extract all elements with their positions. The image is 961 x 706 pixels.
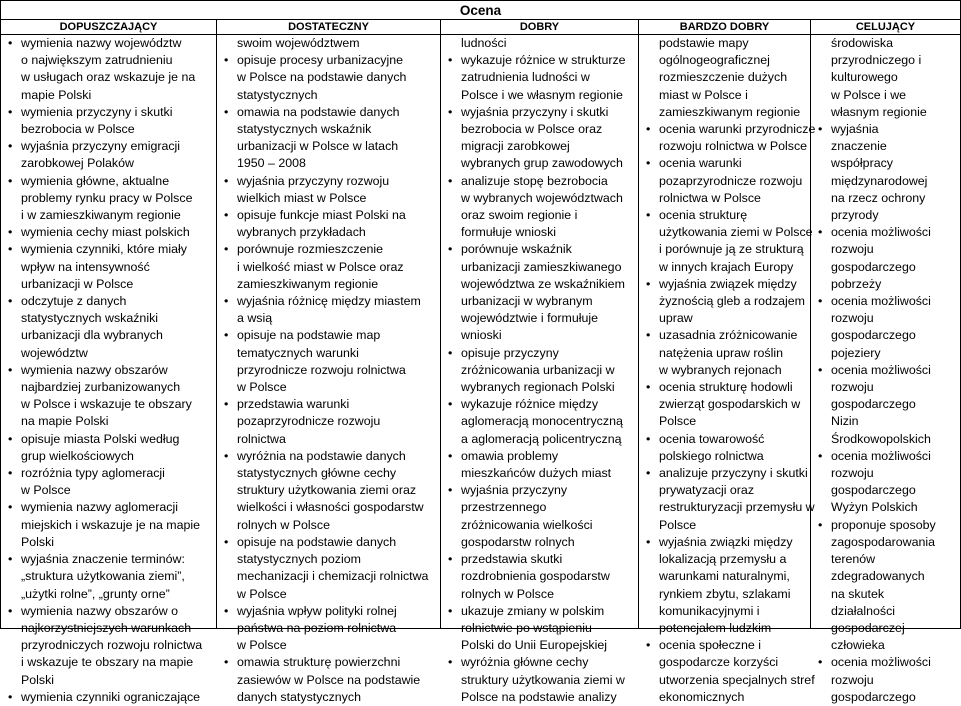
continuation-line: i porównuje ją ze strukturą — [659, 242, 804, 257]
continuation-line: a wsią — [237, 311, 273, 326]
continuation-line: na skutek — [831, 586, 885, 601]
bullet-item-line: • wymienia czynniki, które miały — [1, 241, 216, 258]
continuation-line: wybranych grup zawodowych — [461, 156, 623, 171]
bullet-item-line: • ocenia strukturę hodowli — [639, 379, 810, 396]
cell-bardzo-dobry — [639, 35, 816, 704]
continuation-line: wielkości i własności gospodarstw — [237, 500, 424, 515]
bullet-item-line: • wyjaśnia przyczyny i skutki — [441, 104, 638, 121]
continuation-line: województwie i formułuje — [461, 311, 599, 326]
continuation-line: gospodarstw rolnych — [461, 534, 575, 549]
continuation-line: najbardziej zurbanizowanych — [21, 380, 181, 395]
continuation-line: państwa na poziom rolnictwa — [237, 620, 397, 635]
continuation-line: o największym zatrudnieniu — [21, 53, 173, 68]
continuation-line: żyznością gleb a rodzajem — [659, 294, 806, 309]
bullet-item-line: • wymienia przyczyny i skutki — [1, 104, 216, 121]
continuation-line: lokalizacją przemysłu a — [659, 552, 787, 567]
continuation-line: statystycznych główne cechy — [237, 466, 397, 481]
bullet-item-line: • porównuje wskaźnik — [441, 241, 638, 258]
continuation-line: w Polsce — [237, 638, 287, 653]
continuation-line: na mapie Polski — [21, 414, 109, 429]
continuation-line: pozaprzyrodnicze rozwoju — [659, 173, 803, 188]
continuation-line: swoim województwem — [237, 36, 360, 50]
continuation-line: statystycznych wskaźniki — [21, 311, 159, 326]
continuation-line: zasiewów w Polsce na podstawie — [237, 672, 421, 687]
continuation-line: województw — [21, 345, 88, 360]
continuation-line: wybranych regionach Polski — [461, 380, 615, 395]
continuation-line: gospodarczego — [831, 328, 916, 343]
bullet-item-line: • ukazuje zmiany w polskim — [441, 603, 638, 620]
continuation-line: gospodarczego — [831, 259, 916, 274]
cell-content — [811, 35, 960, 704]
continuation-line: użytkowania ziemi w Polsce — [659, 225, 813, 240]
continuation-line: podstawie mapy — [659, 36, 749, 50]
continuation-line: w wybranych rejonach — [659, 362, 782, 377]
cell-content — [217, 35, 440, 704]
continuation-line: przyrodnicze rozwoju rolnictwa — [237, 362, 406, 377]
continuation-line: urbanizacji w Polsce — [21, 276, 134, 291]
continuation-line: potencjałem ludzkim — [659, 620, 772, 635]
continuation-line: warunkami naturalnymi, — [659, 569, 790, 584]
continuation-line: gospodarczego — [831, 689, 916, 704]
continuation-line: restrukturyzacji przemysłu w — [659, 500, 815, 515]
bullet-item-line: • ocenia możliwości — [811, 362, 960, 379]
continuation-line: struktury użytkowania ziemi w — [461, 672, 625, 687]
continuation-line: miejskich i wskazuje je na mapie — [21, 517, 201, 532]
continuation-line: zwierząt gospodarskich w — [659, 397, 801, 412]
continuation-line: gospodarcze korzyści — [659, 655, 779, 670]
bullet-item-line: • opisuje miasta Polski według — [1, 431, 216, 448]
continuation-line: upraw — [659, 311, 693, 326]
cell-content — [441, 35, 638, 704]
continuation-line: kulturowego — [831, 70, 898, 85]
bullet-item-line: • wyróżnia główne cechy — [441, 654, 638, 671]
column-header-dobry: DOBRY — [441, 20, 639, 35]
bullet-item-line: • analizuje przyczyny i skutki — [639, 465, 810, 482]
continuation-line: statystycznych wskaźnik — [237, 122, 372, 137]
continuation-line: pojeziery — [831, 345, 881, 360]
continuation-line: współpracy — [831, 156, 893, 171]
cell-content — [639, 35, 816, 704]
bullet-item-line: • wyjaśnia przyczyny emigracji — [1, 138, 216, 155]
continuation-line: wielkich miast w Polsce — [237, 190, 367, 205]
bullet-item-line: • rozróżnia typy aglomeracji — [1, 465, 216, 482]
continuation-line: wpływ na intensywność — [21, 259, 150, 274]
bullet-item-line: • wyjaśnia znaczenie terminów: — [1, 551, 216, 568]
bullet-item-line: • porównuje rozmieszczenie — [217, 241, 440, 258]
continuation-line: znaczenie — [831, 139, 887, 154]
continuation-line: w usługach oraz wskazuje je na — [21, 70, 196, 85]
continuation-line: polskiego rolnictwa — [659, 448, 764, 463]
continuation-line: gospodarczego — [831, 397, 916, 412]
continuation-line: w Polsce — [237, 586, 287, 601]
continuation-line: rozwoju — [831, 672, 874, 687]
continuation-line: w wybranych województwach — [461, 190, 623, 205]
bullet-item-line: • opisuje na podstawie danych — [217, 534, 440, 551]
cell-dostateczny — [217, 35, 441, 704]
bullet-item-line: • wyjaśnia wpływ polityki rolnej — [217, 603, 440, 620]
continuation-line: rozwoju — [831, 242, 874, 257]
bullet-item-line: • wyróżnia na podstawie danych — [217, 448, 440, 465]
continuation-line: pozaprzyrodnicze rozwoju — [237, 414, 381, 429]
continuation-line: własnym regionie — [831, 104, 927, 119]
continuation-line: 1950 – 2008 — [237, 156, 306, 171]
continuation-line: Polsce i we własnym regionie — [461, 87, 623, 102]
continuation-line: a aglomeracją policentryczną — [461, 431, 622, 446]
continuation-line: zdegradowanych — [831, 569, 925, 584]
continuation-line: działalności — [831, 603, 896, 618]
continuation-line: aglomeracją monocentryczną — [461, 414, 623, 429]
bullet-item-line: • proponuje sposoby — [811, 517, 960, 534]
cell-content — [1, 35, 216, 704]
continuation-line: statystycznych — [237, 87, 318, 102]
continuation-line: zamieszkiwanym regionie — [659, 104, 801, 119]
continuation-line: Polski do Unii Europejskiej — [461, 638, 608, 653]
bullet-item-line: • uzasadnia zróżnicowanie — [639, 327, 810, 344]
continuation-line: Polsce na podstawie analizy — [461, 689, 617, 704]
continuation-line: zagospodarowania — [831, 534, 936, 549]
continuation-line: na rzecz ochrony — [831, 190, 926, 205]
continuation-line: oraz swoim regionie i — [461, 208, 578, 223]
continuation-line: i wskazuje te obszary na mapie — [21, 655, 194, 670]
column-header-bardzo-dobry: BARDZO DOBRY — [639, 20, 811, 35]
bullet-item-line: • ocenia społeczne i — [639, 637, 810, 654]
continuation-line: ludności — [461, 36, 507, 50]
bullet-item-line: • opisuje na podstawie map — [217, 327, 440, 344]
continuation-line: zarobkowej Polaków — [21, 156, 134, 171]
bullet-item-line: • analizuje stopę bezrobocia — [441, 173, 638, 190]
continuation-line: tematycznych warunki — [237, 345, 359, 360]
continuation-line: zamieszkiwanym regionie — [237, 276, 379, 291]
continuation-line: migracji zarobkowej — [461, 139, 570, 154]
bullet-item-line: • opisuje funkcje miast Polski na — [217, 207, 440, 224]
continuation-line: w Polsce i we — [831, 87, 907, 102]
continuation-line: wnioski — [461, 328, 502, 343]
continuation-line: pobrzeży — [831, 276, 882, 291]
continuation-line: człowieka — [831, 638, 885, 653]
continuation-line: Środkowopolskich — [831, 431, 931, 446]
continuation-line: miast w Polsce i — [659, 87, 748, 102]
column-header-dopuszczajacy: DOPUSZCZAJĄCY — [1, 20, 217, 35]
continuation-line: mieszkańców dużych miast — [461, 466, 612, 481]
bullet-item-line: • wymienia nazwy województw — [1, 35, 216, 52]
continuation-line: urbanizacji dla wybranych — [21, 328, 163, 343]
continuation-line: mechanizacji i chemizacji rolnictwa — [237, 569, 429, 584]
continuation-line: urbanizacji zamieszkiwanego — [461, 259, 622, 274]
bullet-item-line: • przedstawia warunki — [217, 396, 440, 413]
continuation-line: województwa ze wskaźnikiem — [461, 276, 625, 291]
continuation-line: rynkiem zbytu, szlakami — [659, 586, 791, 601]
continuation-line: przyrodniczego i — [831, 53, 922, 68]
continuation-line: bezrobocia w Polsce oraz — [461, 122, 603, 137]
bullet-item-line: • wymienia czynniki ograniczające — [1, 689, 216, 706]
continuation-line: terenów — [831, 552, 876, 567]
continuation-line: formułuje wnioski — [461, 225, 557, 240]
continuation-line: ekonomicznych — [659, 689, 745, 704]
continuation-line: zróżnicowania wielkości — [461, 517, 593, 532]
continuation-line: rolnych w Polsce — [237, 517, 330, 532]
cell-dopuszczajacy — [1, 35, 217, 704]
continuation-line: urbanizacji w Polsce w latach — [237, 139, 399, 154]
continuation-line: najkorzystniejszych warunkach — [21, 620, 192, 635]
continuation-line: przyrody — [831, 208, 879, 223]
continuation-line: przestrzennego — [461, 500, 547, 515]
continuation-line: rolnych w Polsce — [461, 586, 554, 601]
continuation-line: wybranych przykładach — [237, 225, 366, 240]
bullet-item-line: • wyjaśnia — [811, 121, 960, 138]
bullet-item-line: • omawia strukturę powierzchni — [217, 654, 440, 671]
continuation-line: mapie Polski — [21, 87, 92, 102]
continuation-line: prywatyzacji oraz — [659, 483, 755, 498]
bullet-item-line: • ocenia możliwości — [811, 293, 960, 310]
continuation-line: zatrudnienia ludności w — [461, 70, 590, 85]
continuation-line: Polski — [21, 672, 55, 687]
continuation-line: Polsce — [659, 414, 697, 429]
bullet-item-line: • wyjaśnia przyczyny — [441, 482, 638, 499]
bullet-item-line: • ocenia możliwości — [811, 224, 960, 241]
continuation-line: Polski — [21, 534, 55, 549]
bullet-item-line: • wymienia nazwy aglomeracji — [1, 499, 216, 516]
bullet-item-line: • opisuje procesy urbanizacyjne — [217, 52, 440, 69]
column-header-celujacy: CELUJĄCY — [811, 20, 961, 35]
continuation-line: „użytki rolne”, „grunty orne” — [21, 586, 170, 601]
bullet-item-line: • ocenia towarowość — [639, 431, 810, 448]
bullet-item-line: • ocenia możliwości — [811, 654, 960, 671]
continuation-line: rozmieszczenie dużych — [659, 70, 788, 85]
continuation-line: rozwoju rolnictwa w Polsce — [659, 139, 808, 154]
bullet-item-line: • wymienia nazwy obszarów o — [1, 603, 216, 620]
continuation-line: „struktura użytkowania ziemi”, — [21, 569, 185, 584]
continuation-line: struktury użytkowania ziemi oraz — [237, 483, 417, 498]
bullet-item-line: • wymienia nazwy obszarów — [1, 362, 216, 379]
bullet-item-line: • opisuje przyczyny — [441, 345, 638, 362]
bullet-item-line: • wyjaśnia różnicę między miastem — [217, 293, 440, 310]
bullet-item-line: • ocenia strukturę — [639, 207, 810, 224]
continuation-line: w innych krajach Europy — [659, 259, 794, 274]
bullet-item-line: • wyjaśnia przyczyny rozwoju — [217, 173, 440, 190]
bullet-item-line: • ocenia warunki przyrodnicze — [639, 121, 810, 138]
continuation-line: natężenia upraw roślin — [659, 345, 783, 360]
continuation-line: gospodarczej — [831, 620, 905, 635]
continuation-line: statystycznych poziom — [237, 552, 361, 567]
continuation-line: międzynarodowej — [831, 173, 928, 188]
continuation-line: w Polsce — [21, 483, 71, 498]
bullet-item-line: • wymienia cechy miast polskich — [1, 224, 216, 241]
bullet-item-line: • wyjaśnia związek między — [639, 276, 810, 293]
continuation-line: środowiska — [831, 36, 893, 50]
bullet-item-line: • wykazuje różnice w strukturze — [441, 52, 638, 69]
bullet-item-line: • ocenia warunki — [639, 155, 810, 172]
continuation-line: bezrobocia w Polsce — [21, 122, 135, 137]
bullet-item-line: • odczytuje z danych — [1, 293, 216, 310]
bullet-item-line: • wymienia główne, aktualne — [1, 173, 216, 190]
continuation-line: danych statystycznych — [237, 689, 361, 704]
continuation-line: rozwoju — [831, 311, 874, 326]
continuation-line: problemy rynku pracy w Polsce — [21, 190, 193, 205]
continuation-line: w Polsce na podstawie danych — [237, 70, 407, 85]
continuation-line: urbanizacji w wybranym — [461, 294, 593, 309]
bullet-item-line: • wyjaśnia związki między — [639, 534, 810, 551]
continuation-line: rozwoju — [831, 466, 874, 481]
continuation-line: rolnictwa — [237, 431, 286, 446]
continuation-line: komunikacyjnymi i — [659, 603, 760, 618]
continuation-line: rolnictwa w Polsce — [659, 190, 761, 205]
bullet-item-line: • wykazuje różnice między — [441, 396, 638, 413]
column-header-dostateczny: DOSTATECZNY — [217, 20, 441, 35]
bullet-item-line: • omawia na podstawie danych — [217, 104, 440, 121]
continuation-line: rozwoju — [831, 380, 874, 395]
continuation-line: grup wielkościowych — [21, 448, 134, 463]
continuation-line: rolnictwie po wstąpieniu — [461, 620, 592, 635]
continuation-line: gospodarczego — [831, 483, 916, 498]
continuation-line: i w zamieszkiwanym regionie — [21, 208, 181, 223]
cell-dobry — [441, 35, 639, 704]
continuation-line: w Polsce i wskazuje te obszary — [21, 397, 192, 412]
bullet-item-line: • omawia problemy — [441, 448, 638, 465]
continuation-line: i wielkość miast w Polsce oraz — [237, 259, 404, 274]
cell-celujacy — [811, 35, 961, 704]
continuation-line: rozdrobnienia gospodarstw — [461, 569, 610, 584]
bullet-item-line: • ocenia możliwości — [811, 448, 960, 465]
bullet-item-line: • przedstawia skutki — [441, 551, 638, 568]
continuation-line: ogólnogeograficznej — [659, 53, 770, 68]
continuation-line: utworzenia specjalnych stref — [659, 672, 815, 687]
continuation-line: przyrodniczych rozwoju rolnictwa — [21, 638, 203, 653]
table-title: Ocena — [1, 1, 961, 20]
continuation-line: Polsce — [659, 517, 697, 532]
continuation-line: w Polsce — [237, 380, 287, 395]
continuation-line: Wyżyn Polskich — [831, 500, 918, 515]
continuation-line: zróżnicowania urbanizacji w — [461, 362, 615, 377]
continuation-line: Nizin — [831, 414, 859, 429]
